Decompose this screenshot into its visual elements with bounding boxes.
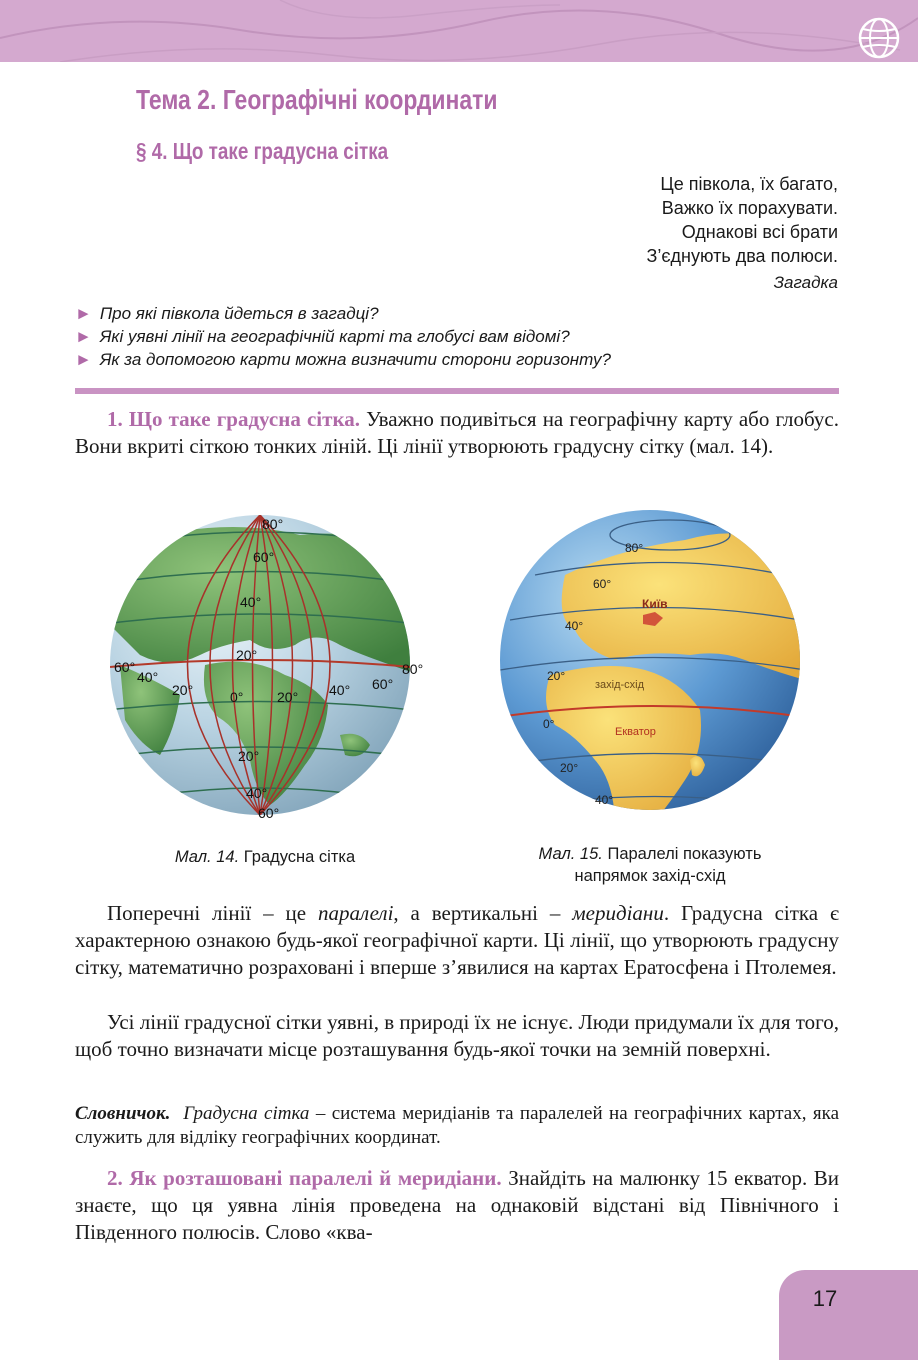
divider bbox=[75, 388, 839, 394]
label-lon-80e: 80° bbox=[402, 661, 424, 677]
section1-paragraph bbox=[75, 406, 839, 460]
term-parallels: паралелі bbox=[317, 901, 394, 925]
figure-15-caption bbox=[495, 843, 805, 887]
page-number-tab bbox=[779, 1270, 918, 1360]
body-paragraph-imaginary: Усі лінії градусної сітки уявні, в природі їх не існує. Люди придумали їх для того, щоб точно визначати місце розташування будь-якої точки на земній поверхні. bbox=[75, 1010, 839, 1061]
map-pattern-decoration bbox=[0, 0, 918, 62]
top-decorative-band bbox=[0, 0, 918, 62]
label-west-east: захід-схід bbox=[595, 679, 645, 691]
section2-heading: 2. Як розташовані паралелі й меридіани. bbox=[107, 1166, 502, 1190]
label-lat-20s: 20° bbox=[560, 761, 579, 775]
question-text: Про які півкола йдеться в загадці? bbox=[99, 304, 379, 323]
label-lat-60: 60° bbox=[593, 577, 612, 591]
label-lon-40e: 40° bbox=[329, 682, 351, 698]
figure-15-globe-parallels bbox=[495, 510, 810, 815]
section2-paragraph bbox=[75, 1165, 839, 1246]
triangle-arrow-icon: ► bbox=[75, 304, 92, 323]
label-lat-20: 20° bbox=[236, 647, 258, 663]
riddle-line: Однакові всі брати bbox=[681, 222, 838, 242]
caption-text-line2: напрямок захід-схід bbox=[574, 867, 726, 885]
term-meridians: меридіани bbox=[572, 901, 664, 925]
label-lon-60e: 60° bbox=[372, 676, 394, 692]
globe-icon bbox=[857, 16, 901, 60]
text-run: Поперечні лінії – це bbox=[107, 901, 318, 925]
riddle-line: З’єднують два полюси. bbox=[646, 246, 838, 266]
label-equator: Екватор bbox=[615, 726, 656, 738]
label-lat-20: 20° bbox=[547, 669, 566, 683]
label-lat-60: 60° bbox=[253, 549, 275, 565]
triangle-arrow-icon: ► bbox=[75, 350, 92, 369]
caption-label: Мал. 14. bbox=[174, 848, 240, 866]
glossary-box bbox=[75, 1102, 839, 1150]
riddle-line: Це півкола, їх багато, bbox=[660, 174, 838, 194]
caption-text: Градусна сітка bbox=[239, 848, 356, 866]
caption-text: Паралелі показують bbox=[602, 845, 762, 863]
riddle-line: Важко їх порахувати. bbox=[661, 198, 838, 218]
body-paragraph-lines bbox=[75, 900, 839, 981]
label-lat-40: 40° bbox=[565, 619, 584, 633]
riddle-epigraph bbox=[646, 172, 838, 295]
label-lon-0: 0° bbox=[230, 689, 244, 705]
figure-14-globe-grid bbox=[100, 505, 440, 830]
text-run: , а вертикальні – bbox=[393, 901, 573, 925]
triangle-arrow-icon: ► bbox=[75, 327, 92, 346]
label-kyiv: Київ bbox=[642, 597, 668, 611]
label-lat-80: 80° bbox=[625, 541, 644, 555]
label-lat-0: 0° bbox=[543, 717, 555, 731]
question-item bbox=[75, 302, 611, 325]
label-lat-40s: 40° bbox=[246, 785, 268, 801]
label-lon-20e: 20° bbox=[277, 689, 299, 705]
topic-title: Тема 2. Географічні координати bbox=[136, 84, 498, 115]
label-lat-80: 80° bbox=[262, 516, 284, 532]
question-item bbox=[75, 348, 611, 371]
question-item bbox=[75, 325, 611, 348]
glossary-label: Словничок. bbox=[75, 1103, 171, 1124]
section1-text: Уважно подивіться на географічну карту або глобус. Вони вкриті сіткою тонких ліній. Ці лінії утворюють градусну сітку (мал. 14). bbox=[75, 407, 839, 458]
figure-14-caption bbox=[120, 846, 410, 868]
section2-text: Знайдіть на малюнку 15 екватор. Ви знаєте, що ця уявна лінія проведена на однаковій відстані від Північного і Південного полюсів. Слово «ква- bbox=[75, 1166, 840, 1244]
caption-label: Мал. 15. bbox=[538, 845, 603, 863]
label-lat-40: 40° bbox=[240, 594, 262, 610]
label-lat-20s: 20° bbox=[238, 748, 260, 764]
label-lat-40s: 40° bbox=[595, 793, 614, 807]
riddle-source: Загадка bbox=[773, 273, 838, 292]
label-lon-60w: 60° bbox=[114, 659, 136, 675]
glossary-term: Градусна сітка bbox=[183, 1103, 310, 1124]
glossary-definition: – система меридіанів та паралелей на географічних картах, яка служить для відліку географічних координат. bbox=[75, 1103, 840, 1148]
question-text: Які уявні лінії на географічній карті та глобусі вам відомі? bbox=[99, 327, 570, 346]
label-lon-40w: 40° bbox=[137, 669, 159, 685]
page-number: 17 bbox=[812, 1286, 838, 1311]
label-lon-20w: 20° bbox=[172, 682, 194, 698]
text-run: . Градусна сітка є характерною ознакою будь-якої географічної карти. Ці лінії, що утворюють градусну сітку, математично розраховані і вперше з’явилися на картах Ератосфена і Птолемея. bbox=[75, 901, 839, 979]
label-lat-60s: 60° bbox=[258, 805, 280, 821]
intro-questions bbox=[75, 302, 611, 371]
section1-heading: 1. Що таке градусна сітка. bbox=[107, 407, 360, 431]
question-text: Як за допомогою карти можна визначити сторони горизонту? bbox=[99, 350, 611, 369]
section-title: § 4. Що таке градусна сітка bbox=[136, 138, 389, 164]
